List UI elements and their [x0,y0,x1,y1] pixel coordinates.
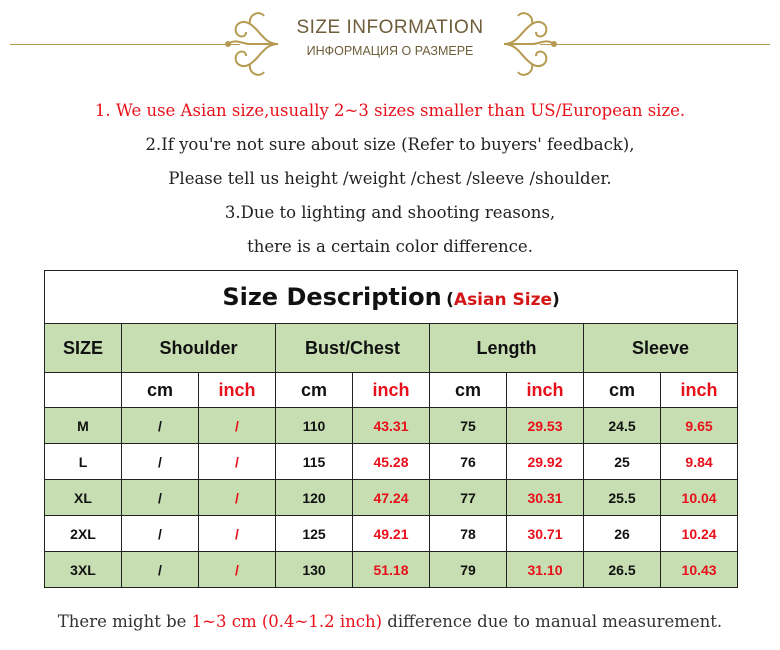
size-info-banner [0,0,780,88]
unit-cm: cm [276,373,353,408]
header-size: SIZE [45,324,122,373]
cell-sleeve-cm: 26 [584,516,661,552]
cell-length-cm: 76 [430,444,507,480]
cell-sleeve-cm: 25 [584,444,661,480]
cell-sleeve-inch: 10.04 [661,480,738,516]
unit-cm: cm [122,373,199,408]
cell-sleeve-inch: 10.43 [661,552,738,588]
ornament-right-icon [500,8,562,80]
footer-highlight: 1~3 cm (0.4~1.2 inch) [191,612,383,631]
caption-main: Size Description [222,283,442,311]
table-row [45,552,738,588]
cell-bust-inch: 45.28 [353,444,430,480]
cell-bust-inch: 49.21 [353,516,430,552]
cell-sleeve-inch: 9.84 [661,444,738,480]
banner-title-ru: ИНФОРМАЦИЯ О РАЗМЕРЕ [306,44,474,58]
table-row [45,480,738,516]
cell-shoulder-inch: / [199,480,276,516]
cell-shoulder-cm: / [122,408,199,444]
unit-inch: inch [353,373,430,408]
caption-close-paren: ) [552,290,560,310]
cell-shoulder-cm: / [122,444,199,480]
cell-bust-cm: 115 [276,444,353,480]
caption-sub [446,290,560,310]
cell-sleeve-cm: 26.5 [584,552,661,588]
cell-sleeve-inch: 9.65 [661,408,738,444]
unit-cm: cm [584,373,661,408]
cell-size: 2XL [45,516,122,552]
table-row [45,408,738,444]
table-header-row [45,324,738,373]
banner-title-en: SIZE INFORMATION [296,17,484,38]
cell-size: L [45,444,122,480]
note-tell-us: Please tell us height /weight /chest /sleeve /shoulder. [168,169,612,188]
cell-sleeve-cm: 24.5 [584,408,661,444]
table-caption [45,271,738,324]
footer-before: There might be [57,612,192,631]
cell-sleeve-inch: 10.24 [661,516,738,552]
cell-size: XL [45,480,122,516]
banner-rule-right [540,44,770,45]
cell-length-inch: 29.53 [507,408,584,444]
cell-shoulder-cm: / [122,552,199,588]
unit-cm: cm [430,373,507,408]
cell-length-cm: 79 [430,552,507,588]
cell-size: 3XL [45,552,122,588]
caption-asian-size: Asian Size [453,290,552,310]
cell-bust-cm: 120 [276,480,353,516]
note-lighting: 3.Due to lighting and shooting reasons, [224,203,556,222]
unit-blank [45,373,122,408]
note-color-diff: there is a certain color difference. [247,237,533,256]
cell-length-inch: 30.31 [507,480,584,516]
cell-length-inch: 29.92 [507,444,584,480]
banner-title-box [280,16,500,60]
cell-length-cm: 78 [430,516,507,552]
cell-bust-cm: 130 [276,552,353,588]
cell-size: M [45,408,122,444]
unit-inch: inch [507,373,584,408]
cell-shoulder-inch: / [199,408,276,444]
header-bust-chest: Bust/Chest [276,324,430,373]
cell-shoulder-inch: / [199,516,276,552]
table-row [45,444,738,480]
header-shoulder: Shoulder [122,324,276,373]
footer-after: difference due to manual measurement. [382,612,723,631]
unit-inch: inch [661,373,738,408]
cell-bust-cm: 125 [276,516,353,552]
ornament-left-icon [220,8,282,80]
cell-bust-cm: 110 [276,408,353,444]
table-unit-row [45,373,738,408]
size-chart-table [44,270,738,588]
cell-length-inch: 31.10 [507,552,584,588]
cell-shoulder-cm: / [122,516,199,552]
note-asian-size: 1. We use Asian size,usually 2~3 sizes smaller than US/European size. [94,101,686,120]
table-row [45,516,738,552]
cell-bust-inch: 51.18 [353,552,430,588]
cell-length-cm: 77 [430,480,507,516]
unit-inch: inch [199,373,276,408]
cell-bust-inch: 47.24 [353,480,430,516]
cell-sleeve-cm: 25.5 [584,480,661,516]
cell-shoulder-inch: / [199,444,276,480]
banner-rule-left [10,44,240,45]
cell-bust-inch: 43.31 [353,408,430,444]
caption-open-paren: ( [446,290,454,310]
measurement-footer [0,612,780,631]
cell-shoulder-cm: / [122,480,199,516]
cell-shoulder-inch: / [199,552,276,588]
header-sleeve: Sleeve [584,324,738,373]
table-caption-row [45,271,738,324]
note-not-sure: 2.If you're not sure about size (Refer to buyers' feedback), [145,135,635,154]
cell-length-cm: 75 [430,408,507,444]
cell-length-inch: 30.71 [507,516,584,552]
size-notes [0,94,780,264]
header-length: Length [430,324,584,373]
